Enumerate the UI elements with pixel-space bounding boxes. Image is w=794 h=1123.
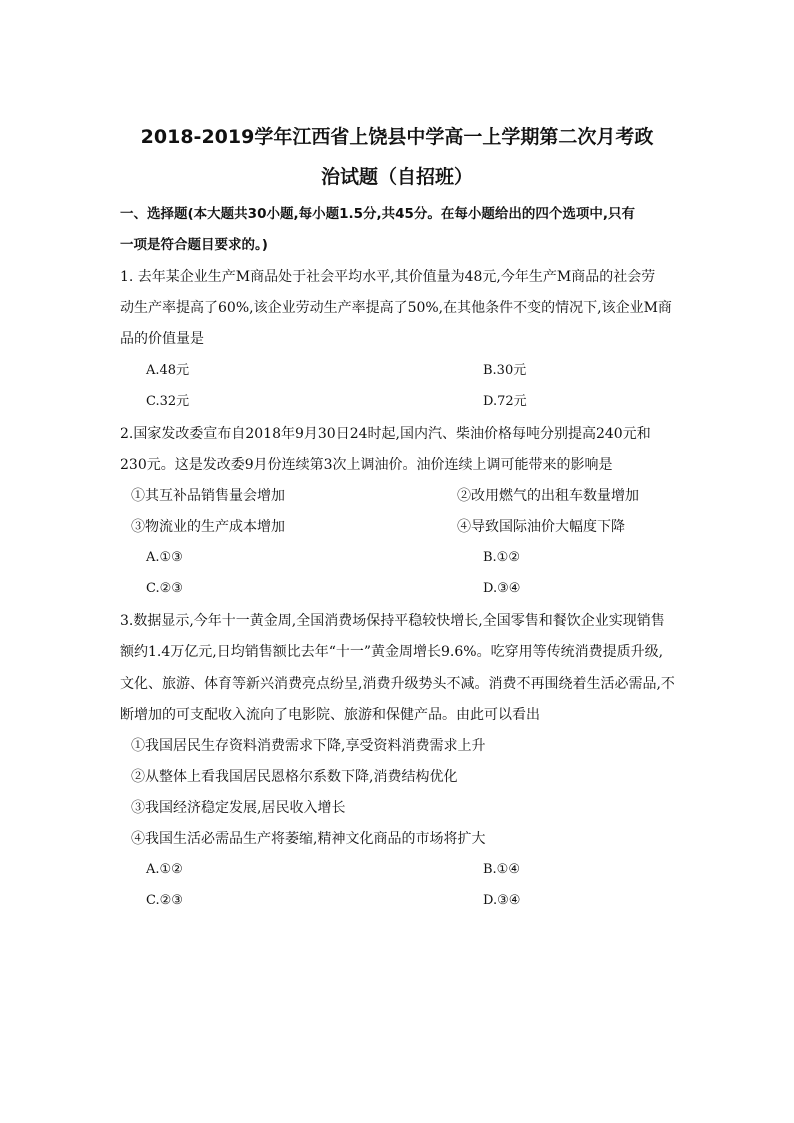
- exam-title-line-2: 治试题（自招班）: [320, 166, 473, 188]
- question-3-text-line-4: 断增加的可支配收入流向了电影院、旅游和保健产品。由此可以看出: [120, 707, 540, 723]
- question-3-statement-2: ②从整体上看我国居民恩格尔系数下降,消费结构优化: [131, 769, 458, 785]
- question-2-statement-1: ①其互补品销售量会增加: [131, 488, 285, 504]
- question-2-statement-2: ②改用燃气的出租车数量增加: [457, 488, 639, 504]
- question-2-statement-4: ④导致国际油价大幅度下降: [457, 519, 625, 535]
- question-2-option-b: B.①②: [483, 550, 520, 565]
- question-2-option-a: A.①③: [146, 550, 183, 565]
- question-2-option-c: C.②③: [146, 581, 183, 596]
- question-3-option-a: A.①②: [146, 862, 183, 877]
- question-1-option-c: C.32元: [146, 394, 190, 409]
- question-3-text-line-1: 3.数据显示,今年十一黄金周,全国消费场保持平稳较快增长,全国零售和餐饮企业实现销售: [120, 613, 665, 629]
- question-3-option-b: B.①④: [483, 862, 520, 877]
- question-2-text-line-1: 2.国家发改委宣布自2018年9月30日24时起,国内汽、柴油价格每吨分别提高240元和: [120, 426, 651, 442]
- question-2-option-d: D.③④: [483, 581, 521, 596]
- section-heading-line-2: 一项是符合题目要求的。): [120, 237, 268, 253]
- question-3-statement-3: ③我国经济稳定发展,居民收入增长: [131, 800, 346, 816]
- question-1-text-line-3: 品的价值量是: [120, 331, 204, 347]
- question-1-option-a: A.48元: [146, 363, 190, 378]
- question-3-statement-1: ①我国居民生存资料消费需求下降,享受资料消费需求上升: [131, 738, 486, 754]
- question-3-text-line-3: 文化、旅游、体育等新兴消费亮点纷呈,消费升级势头不减。消费不再围绕着生活必需品,不: [120, 676, 675, 692]
- question-2-text-line-2: 230元。这是发改委9月份连续第3次上调油价。油价连续上调可能带来的影响是: [120, 457, 613, 473]
- question-3-option-d: D.③④: [483, 893, 521, 908]
- question-1-text-line-2: 动生产率提高了60%,该企业劳动生产率提高了50%,在其他条件不变的情况下,该企业M商: [120, 300, 672, 316]
- question-1-option-b: B.30元: [483, 363, 527, 378]
- question-1-option-d: D.72元: [483, 394, 527, 409]
- question-3-text-line-2: 额约1.4万亿元,日均销售额比去年“十一”黄金周增长9.6%。吃穿用等传统消费提质升级,: [120, 644, 664, 660]
- question-1-text-line-1: 1. 去年某企业生产M商品处于社会平均水平,其价值量为48元,今年生产M商品的社会劳: [120, 269, 656, 285]
- question-3-option-c: C.②③: [146, 893, 183, 908]
- section-heading-line-1: 一、选择题(本大题共30小题,每小题1.5分,共45分。在每小题给出的四个选项中,只有: [120, 206, 636, 222]
- question-2-statement-3: ③物流业的生产成本增加: [131, 519, 285, 535]
- question-3-statement-4: ④我国生活必需品生产将萎缩,精神文化商品的市场将扩大: [131, 831, 486, 847]
- exam-title-line-1: 2018-2019学年江西省上饶县中学高一上学期第二次月考政: [140, 126, 654, 148]
